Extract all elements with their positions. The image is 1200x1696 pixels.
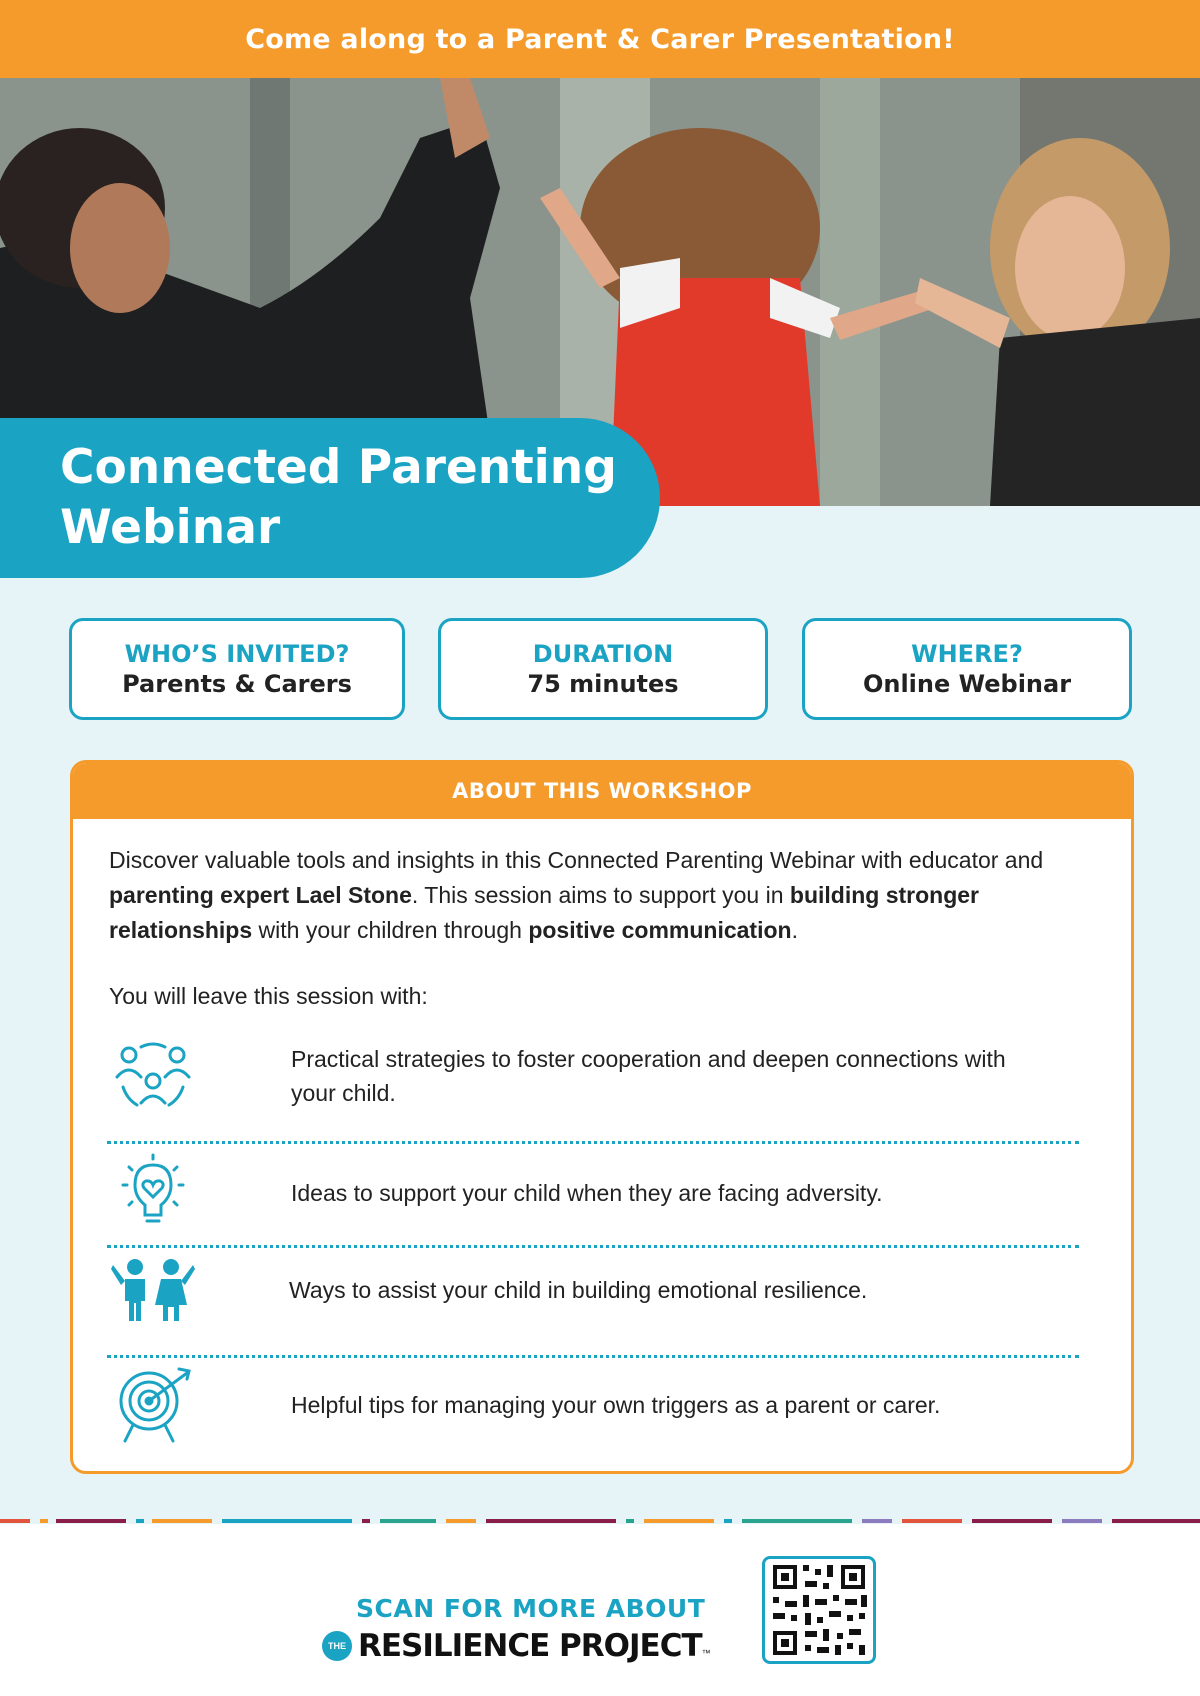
connected-people-icon bbox=[103, 1041, 203, 1111]
trademark: ™ bbox=[701, 1648, 711, 1658]
page-title: Connected Parenting Webinar bbox=[60, 440, 617, 555]
about-panel bbox=[70, 760, 1134, 1474]
intro-bold: positive communication bbox=[528, 917, 792, 943]
info-label: WHERE? bbox=[911, 640, 1023, 668]
brand-the-badge: THE bbox=[322, 1631, 352, 1661]
children-icon bbox=[103, 1257, 203, 1323]
about-heading bbox=[73, 763, 1131, 819]
info-label: WHO’S INVITED? bbox=[124, 640, 350, 668]
brand-logo bbox=[322, 1628, 711, 1664]
top-banner bbox=[0, 0, 1200, 78]
item-text: Ways to assist your child in building emotional resilience. bbox=[289, 1277, 868, 1303]
item-text: Practical strategies to foster cooperation and deepen connections with your child. bbox=[291, 1046, 1006, 1106]
divider bbox=[107, 1245, 1079, 1248]
intro-bold: building stronger relationships bbox=[109, 882, 979, 943]
item-text: Ideas to support your child when they are facing adversity. bbox=[291, 1180, 883, 1206]
banner-text: Come along to a Parent & Carer Presentation! bbox=[245, 23, 955, 55]
info-value: Online Webinar bbox=[862, 670, 1072, 698]
about-lead: You will leave this session with: bbox=[109, 983, 428, 1009]
item-text: Helpful tips for managing your own triggers as a parent or carer. bbox=[291, 1392, 941, 1418]
qr-code[interactable] bbox=[762, 1556, 876, 1664]
info-row bbox=[0, 618, 1200, 720]
title-tab bbox=[0, 418, 660, 578]
info-card-where bbox=[802, 618, 1132, 720]
scan-text: SCAN FOR MORE ABOUT bbox=[356, 1594, 706, 1623]
intro-text: . This session aims to support you in bbox=[411, 882, 790, 908]
intro-bold: parenting expert Lael Stone bbox=[109, 882, 412, 908]
list-item bbox=[103, 1153, 1103, 1233]
list-item bbox=[103, 1365, 1103, 1445]
list-item bbox=[103, 1257, 1103, 1323]
brand-name: RESILIENCE PROJECT bbox=[358, 1628, 702, 1664]
info-card-invited bbox=[69, 618, 405, 720]
lightbulb-heart-icon bbox=[103, 1153, 203, 1233]
info-label: DURATION bbox=[532, 640, 674, 668]
footer bbox=[0, 1524, 1200, 1696]
info-value: Parents & Carers bbox=[122, 670, 352, 698]
qr-code-icon bbox=[765, 1559, 873, 1661]
info-card-duration bbox=[438, 618, 768, 720]
list-item bbox=[103, 1041, 1103, 1111]
intro-text: Discover valuable tools and insights in this Connected Parenting Webinar with educator and bbox=[109, 847, 1044, 873]
intro-text: with your children through bbox=[252, 917, 529, 943]
target-icon bbox=[103, 1365, 203, 1445]
intro-text: . bbox=[791, 917, 798, 943]
info-value: 75 minutes bbox=[527, 670, 679, 698]
about-intro bbox=[109, 843, 1109, 948]
about-heading-text: ABOUT THIS WORKSHOP bbox=[452, 779, 752, 803]
divider bbox=[107, 1355, 1079, 1358]
divider bbox=[107, 1141, 1079, 1144]
